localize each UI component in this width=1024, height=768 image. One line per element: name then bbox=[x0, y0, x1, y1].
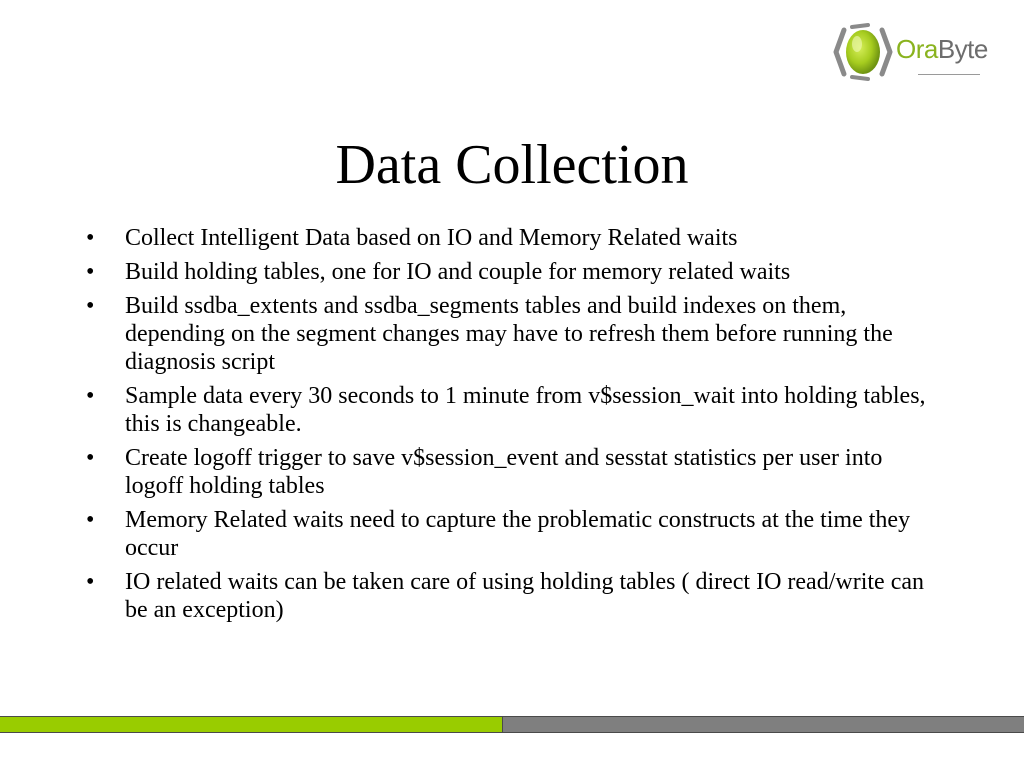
bullet-icon: • bbox=[86, 293, 95, 319]
bullet-icon: • bbox=[86, 569, 95, 595]
bullet-item bbox=[86, 224, 926, 252]
bullet-text: Create logoff trigger to save v$session_event and sesstat statistics per user into logoff holding tables bbox=[125, 445, 883, 499]
bullet-icon: • bbox=[86, 445, 95, 471]
logo-underline bbox=[918, 74, 980, 75]
bullet-icon: • bbox=[86, 225, 95, 251]
orabyte-logo bbox=[832, 22, 1012, 82]
footer-bar-gray-segment bbox=[503, 717, 1024, 732]
logo-text-ora: Ora bbox=[896, 34, 938, 64]
bullet-item bbox=[86, 258, 926, 286]
bullet-item bbox=[86, 292, 926, 376]
bullet-icon: • bbox=[86, 507, 95, 533]
logo-wordmark bbox=[896, 34, 988, 64]
bullet-item bbox=[86, 506, 926, 562]
bullet-list bbox=[86, 224, 926, 630]
slide-title: Data Collection bbox=[335, 134, 689, 196]
logo-text-byte: Byte bbox=[937, 34, 988, 64]
bullet-text: Build holding tables, one for IO and couple for memory related waits bbox=[125, 259, 791, 285]
bullet-item bbox=[86, 444, 926, 500]
bullet-text: Build ssdba_extents and ssdba_segments tables and build indexes on them, depending on the segment changes may have to refresh them before running the diagnosis script bbox=[125, 293, 893, 375]
bullet-text: IO related waits can be taken care of using holding tables ( direct IO read/write can be an exception) bbox=[125, 569, 924, 623]
footer-bar-green-segment bbox=[0, 717, 503, 732]
footer-bar bbox=[0, 716, 1024, 733]
bullet-icon: • bbox=[86, 383, 95, 409]
orabyte-logo-icon bbox=[832, 22, 902, 82]
bullet-text: Memory Related waits need to capture the problematic constructs at the time they occur bbox=[125, 507, 911, 561]
bullet-text: Sample data every 30 seconds to 1 minute from v$session_wait into holding tables, this is changeable. bbox=[125, 383, 926, 437]
bullet-item bbox=[86, 568, 926, 624]
bullet-item bbox=[86, 382, 926, 438]
bullet-icon: • bbox=[86, 259, 95, 285]
bullet-text: Collect Intelligent Data based on IO and Memory Related waits bbox=[125, 225, 738, 251]
